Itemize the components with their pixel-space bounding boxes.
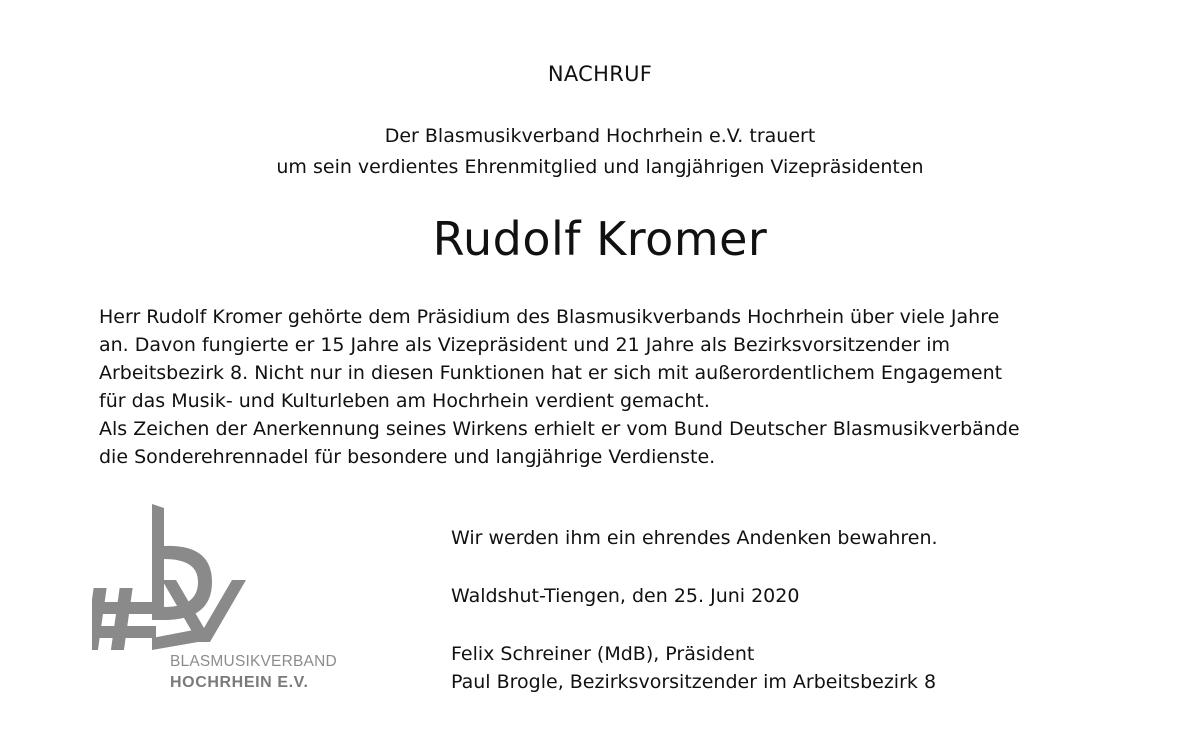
signatory: Paul Brogle, Bezirksvorsitzender im Arbeitsbezirk 8 — [451, 671, 937, 693]
association-logo — [92, 500, 372, 700]
obituary-body — [99, 303, 1159, 471]
body-line: die Sonderehrennadel für besondere und langjährige Verdienste. — [99, 446, 716, 468]
intro-line: Der Blasmusikverband Hochrhein e.V. trauert — [384, 125, 816, 147]
remembrance-line: Wir werden ihm ein ehrendes Andenken bewahren. — [451, 527, 938, 549]
place-date: Waldshut-Tiengen, den 25. Juni 2020 — [451, 585, 800, 607]
logo-line-1: BLASMUSIKVERBAND — [170, 653, 337, 670]
body-line: Herr Rudolf Kromer gehörte dem Präsidium des Blasmusikverbands Hochrhein über viele Jahre — [99, 306, 1000, 328]
body-line: an. Davon fungierte er 15 Jahre als Vizepräsident und 21 Jahre als Bezirksvorsitzender im — [99, 334, 951, 356]
body-line: Als Zeichen der Anerkennung seines Wirkens erhielt er vom Bund Deutscher Blasmusikverbände — [99, 418, 1020, 440]
intro-text — [0, 121, 1200, 183]
notice-heading: NACHRUF — [547, 62, 653, 86]
body-line: Arbeitsbezirk 8. Nicht nur in diesen Funktionen hat er sich mit außerordentlichem Engagement — [99, 362, 1003, 384]
signatory: Felix Schreiner (MdB), Präsident — [451, 643, 755, 665]
body-line: für das Musik- und Kulturleben am Hochrhein verdient gemacht. — [99, 390, 710, 412]
logo-line-2: HOCHRHEIN E.V. — [170, 674, 309, 691]
deceased-name: Rudolf Kromer — [432, 212, 768, 266]
closing-block — [451, 524, 1151, 696]
intro-line: um sein verdientes Ehrenmitglied und langjährigen Vizepräsidenten — [276, 156, 924, 178]
